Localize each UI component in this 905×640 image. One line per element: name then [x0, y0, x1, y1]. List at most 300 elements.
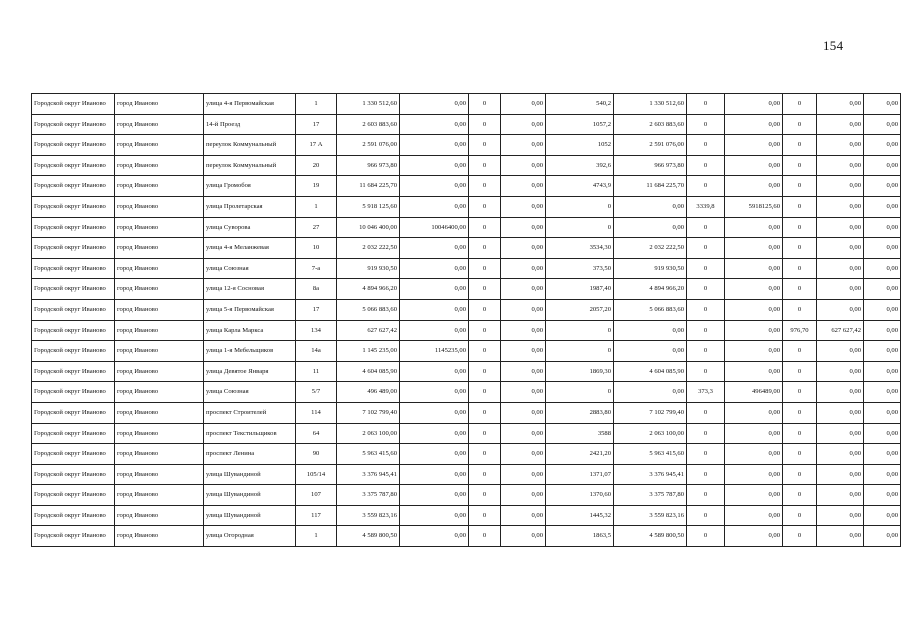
total-cost-cell: 3 375 787,80	[337, 485, 400, 506]
repair-cost-cell: 4 604 085,90	[614, 361, 687, 382]
repair-cost-cell: 5 963 415,60	[614, 444, 687, 465]
city-cell: город Иваново	[115, 299, 204, 320]
district-cell: Городской округ Иваново	[32, 402, 115, 423]
house-number-cell: 117	[296, 505, 337, 526]
basement-cost-cell: 0,00	[725, 526, 783, 547]
roof-repair-cost-cell: 10046400,00	[400, 217, 469, 238]
basement-area-cell: 0	[687, 423, 725, 444]
street-cell: улица Пролетарская	[204, 196, 296, 217]
repair-cost-cell: 1 330 512,60	[614, 94, 687, 115]
area-cell: 392,6	[546, 155, 614, 176]
foundation-area-cell: 0	[783, 94, 817, 115]
facade-cost-cell: 0,00	[501, 402, 546, 423]
total-cost-cell: 1 145 235,00	[337, 341, 400, 362]
foundation-area-cell: 0	[783, 238, 817, 259]
repair-cost-cell: 0,00	[614, 196, 687, 217]
district-cell: Городской округ Иваново	[32, 382, 115, 403]
roof-repair-cost-cell: 0,00	[400, 505, 469, 526]
basement-cost-cell: 0,00	[725, 279, 783, 300]
other-cost-cell: 0,00	[864, 135, 901, 156]
street-cell: улица Огородная	[204, 526, 296, 547]
area-cell: 4743,9	[546, 176, 614, 197]
house-number-cell: 20	[296, 155, 337, 176]
house-number-cell: 64	[296, 423, 337, 444]
district-cell: Городской округ Иваново	[32, 258, 115, 279]
district-cell: Городской округ Иваново	[32, 505, 115, 526]
roof-repair-cost-cell: 0,00	[400, 299, 469, 320]
total-cost-cell: 627 627,42	[337, 320, 400, 341]
basement-cost-cell: 0,00	[725, 299, 783, 320]
facade-cost-cell: 0,00	[501, 505, 546, 526]
foundation-area-cell: 0	[783, 361, 817, 382]
roof-repair-cost-cell: 0,00	[400, 238, 469, 259]
house-number-cell: 134	[296, 320, 337, 341]
facade-area-cell: 0	[469, 382, 501, 403]
basement-area-cell: 0	[687, 444, 725, 465]
foundation-area-cell: 0	[783, 382, 817, 403]
district-cell: Городской округ Иваново	[32, 238, 115, 259]
facade-area-cell: 0	[469, 423, 501, 444]
basement-cost-cell: 0,00	[725, 361, 783, 382]
facade-cost-cell: 0,00	[501, 361, 546, 382]
roof-repair-cost-cell: 0,00	[400, 155, 469, 176]
foundation-cost-cell: 0,00	[817, 444, 864, 465]
basement-cost-cell: 0,00	[725, 258, 783, 279]
foundation-cost-cell: 0,00	[817, 423, 864, 444]
basement-area-cell: 0	[687, 320, 725, 341]
total-cost-cell: 5 963 415,60	[337, 444, 400, 465]
roof-repair-cost-cell: 0,00	[400, 485, 469, 506]
table-row	[32, 341, 901, 362]
table-body	[32, 94, 901, 547]
facade-area-cell: 0	[469, 505, 501, 526]
area-cell: 0	[546, 196, 614, 217]
other-cost-cell: 0,00	[864, 341, 901, 362]
street-cell: улица Союзная	[204, 258, 296, 279]
table-row	[32, 485, 901, 506]
street-cell: улица 4-я Меланжевая	[204, 238, 296, 259]
area-cell: 540,2	[546, 94, 614, 115]
roof-repair-cost-cell: 0,00	[400, 320, 469, 341]
table-row	[32, 217, 901, 238]
facade-area-cell: 0	[469, 155, 501, 176]
district-cell: Городской округ Иваново	[32, 444, 115, 465]
foundation-cost-cell: 0,00	[817, 258, 864, 279]
facade-area-cell: 0	[469, 402, 501, 423]
house-number-cell: 17	[296, 114, 337, 135]
area-cell: 0	[546, 217, 614, 238]
table-row	[32, 402, 901, 423]
district-cell: Городской округ Иваново	[32, 485, 115, 506]
other-cost-cell: 0,00	[864, 423, 901, 444]
street-cell: 14-й Проезд	[204, 114, 296, 135]
repair-cost-cell: 4 589 800,50	[614, 526, 687, 547]
house-number-cell: 8а	[296, 279, 337, 300]
roof-repair-cost-cell: 0,00	[400, 361, 469, 382]
foundation-area-cell: 0	[783, 279, 817, 300]
total-cost-cell: 2 032 222,50	[337, 238, 400, 259]
total-cost-cell: 496 489,00	[337, 382, 400, 403]
facade-area-cell: 0	[469, 114, 501, 135]
area-cell: 0	[546, 320, 614, 341]
house-number-cell: 14а	[296, 341, 337, 362]
repair-cost-cell: 2 063 100,00	[614, 423, 687, 444]
foundation-area-cell: 0	[783, 217, 817, 238]
basement-area-cell: 0	[687, 402, 725, 423]
table-row	[32, 361, 901, 382]
facade-cost-cell: 0,00	[501, 464, 546, 485]
house-number-cell: 107	[296, 485, 337, 506]
foundation-cost-cell: 0,00	[817, 464, 864, 485]
repair-cost-cell: 3 375 787,80	[614, 485, 687, 506]
facade-area-cell: 0	[469, 444, 501, 465]
roof-repair-cost-cell: 0,00	[400, 176, 469, 197]
foundation-cost-cell: 627 627,42	[817, 320, 864, 341]
district-cell: Городской округ Иваново	[32, 423, 115, 444]
table-row	[32, 299, 901, 320]
city-cell: город Иваново	[115, 258, 204, 279]
repair-cost-cell: 5 066 883,60	[614, 299, 687, 320]
foundation-cost-cell: 0,00	[817, 155, 864, 176]
basement-cost-cell: 0,00	[725, 341, 783, 362]
repair-cost-cell: 2 032 222,50	[614, 238, 687, 259]
foundation-cost-cell: 0,00	[817, 217, 864, 238]
table-row	[32, 176, 901, 197]
city-cell: город Иваново	[115, 196, 204, 217]
district-cell: Городской округ Иваново	[32, 299, 115, 320]
street-cell: улица Карла Маркса	[204, 320, 296, 341]
foundation-cost-cell: 0,00	[817, 238, 864, 259]
foundation-cost-cell: 0,00	[817, 485, 864, 506]
repair-cost-cell: 0,00	[614, 382, 687, 403]
foundation-area-cell: 0	[783, 526, 817, 547]
area-cell: 1445,32	[546, 505, 614, 526]
district-cell: Городской округ Иваново	[32, 279, 115, 300]
facade-cost-cell: 0,00	[501, 299, 546, 320]
facade-cost-cell: 0,00	[501, 258, 546, 279]
basement-area-cell: 0	[687, 361, 725, 382]
city-cell: город Иваново	[115, 135, 204, 156]
basement-cost-cell: 0,00	[725, 217, 783, 238]
house-number-cell: 114	[296, 402, 337, 423]
foundation-area-cell: 0	[783, 485, 817, 506]
city-cell: город Иваново	[115, 485, 204, 506]
address-program-table	[31, 93, 901, 547]
foundation-area-cell: 976,70	[783, 320, 817, 341]
table-row	[32, 505, 901, 526]
repair-cost-cell: 0,00	[614, 341, 687, 362]
basement-cost-cell: 0,00	[725, 402, 783, 423]
area-cell: 1370,60	[546, 485, 614, 506]
street-cell: улица 1-я Мебельщиков	[204, 341, 296, 362]
foundation-area-cell: 0	[783, 196, 817, 217]
facade-area-cell: 0	[469, 196, 501, 217]
roof-repair-cost-cell: 0,00	[400, 444, 469, 465]
area-cell: 1371,07	[546, 464, 614, 485]
basement-cost-cell: 0,00	[725, 155, 783, 176]
area-cell: 0	[546, 341, 614, 362]
foundation-area-cell: 0	[783, 176, 817, 197]
area-cell: 2883,80	[546, 402, 614, 423]
house-number-cell: 5/7	[296, 382, 337, 403]
city-cell: город Иваново	[115, 382, 204, 403]
repair-cost-cell: 0,00	[614, 217, 687, 238]
house-number-cell: 1	[296, 94, 337, 115]
district-cell: Городской округ Иваново	[32, 464, 115, 485]
facade-cost-cell: 0,00	[501, 176, 546, 197]
other-cost-cell: 0,00	[864, 444, 901, 465]
street-cell: улица 12-я Сосновая	[204, 279, 296, 300]
facade-cost-cell: 0,00	[501, 526, 546, 547]
table-row	[32, 320, 901, 341]
basement-cost-cell: 5918125,60	[725, 196, 783, 217]
street-cell: улица 4-я Первомайская	[204, 94, 296, 115]
total-cost-cell: 4 604 085,90	[337, 361, 400, 382]
foundation-cost-cell: 0,00	[817, 382, 864, 403]
table-row	[32, 135, 901, 156]
basement-cost-cell: 0,00	[725, 176, 783, 197]
facade-area-cell: 0	[469, 258, 501, 279]
foundation-area-cell: 0	[783, 341, 817, 362]
street-cell: улица Девятое Января	[204, 361, 296, 382]
street-cell: улица Громобоя	[204, 176, 296, 197]
basement-area-cell: 0	[687, 299, 725, 320]
facade-area-cell: 0	[469, 526, 501, 547]
facade-area-cell: 0	[469, 320, 501, 341]
street-cell: проспект Ленина	[204, 444, 296, 465]
foundation-area-cell: 0	[783, 464, 817, 485]
table-row	[32, 258, 901, 279]
area-cell: 2421,20	[546, 444, 614, 465]
total-cost-cell: 919 930,50	[337, 258, 400, 279]
foundation-area-cell: 0	[783, 505, 817, 526]
city-cell: город Иваново	[115, 341, 204, 362]
district-cell: Городской округ Иваново	[32, 361, 115, 382]
city-cell: город Иваново	[115, 176, 204, 197]
repair-cost-cell: 4 894 966,20	[614, 279, 687, 300]
table-row	[32, 155, 901, 176]
basement-area-cell: 0	[687, 485, 725, 506]
basement-cost-cell: 0,00	[725, 114, 783, 135]
city-cell: город Иваново	[115, 505, 204, 526]
foundation-area-cell: 0	[783, 258, 817, 279]
basement-area-cell: 0	[687, 258, 725, 279]
house-number-cell: 17	[296, 299, 337, 320]
foundation-area-cell: 0	[783, 444, 817, 465]
basement-cost-cell: 0,00	[725, 94, 783, 115]
foundation-cost-cell: 0,00	[817, 526, 864, 547]
area-cell: 2057,20	[546, 299, 614, 320]
city-cell: город Иваново	[115, 526, 204, 547]
district-cell: Городской округ Иваново	[32, 135, 115, 156]
city-cell: город Иваново	[115, 444, 204, 465]
basement-cost-cell: 0,00	[725, 505, 783, 526]
facade-cost-cell: 0,00	[501, 196, 546, 217]
area-cell: 1052	[546, 135, 614, 156]
basement-area-cell: 0	[687, 94, 725, 115]
other-cost-cell: 0,00	[864, 155, 901, 176]
foundation-area-cell: 0	[783, 135, 817, 156]
city-cell: город Иваново	[115, 402, 204, 423]
table-row	[32, 114, 901, 135]
other-cost-cell: 0,00	[864, 320, 901, 341]
foundation-cost-cell: 0,00	[817, 279, 864, 300]
basement-cost-cell: 0,00	[725, 135, 783, 156]
facade-area-cell: 0	[469, 217, 501, 238]
roof-repair-cost-cell: 0,00	[400, 464, 469, 485]
district-cell: Городской округ Иваново	[32, 114, 115, 135]
total-cost-cell: 966 973,80	[337, 155, 400, 176]
district-cell: Городской округ Иваново	[32, 217, 115, 238]
city-cell: город Иваново	[115, 423, 204, 444]
foundation-cost-cell: 0,00	[817, 361, 864, 382]
facade-area-cell: 0	[469, 485, 501, 506]
facade-area-cell: 0	[469, 94, 501, 115]
foundation-cost-cell: 0,00	[817, 196, 864, 217]
street-cell: улица Шувандиной	[204, 464, 296, 485]
table-row	[32, 196, 901, 217]
other-cost-cell: 0,00	[864, 382, 901, 403]
repair-cost-cell: 0,00	[614, 320, 687, 341]
city-cell: город Иваново	[115, 279, 204, 300]
street-cell: переулок Коммунальный	[204, 135, 296, 156]
total-cost-cell: 3 559 823,16	[337, 505, 400, 526]
basement-cost-cell: 0,00	[725, 320, 783, 341]
basement-cost-cell: 0,00	[725, 464, 783, 485]
area-cell: 3534,30	[546, 238, 614, 259]
street-cell: проспект Строителей	[204, 402, 296, 423]
house-number-cell: 1	[296, 526, 337, 547]
other-cost-cell: 0,00	[864, 217, 901, 238]
city-cell: город Иваново	[115, 217, 204, 238]
street-cell: переулок Коммунальный	[204, 155, 296, 176]
facade-area-cell: 0	[469, 176, 501, 197]
area-cell: 0	[546, 382, 614, 403]
roof-repair-cost-cell: 0,00	[400, 135, 469, 156]
other-cost-cell: 0,00	[864, 402, 901, 423]
roof-repair-cost-cell: 0,00	[400, 114, 469, 135]
foundation-area-cell: 0	[783, 423, 817, 444]
foundation-area-cell: 0	[783, 299, 817, 320]
foundation-cost-cell: 0,00	[817, 176, 864, 197]
city-cell: город Иваново	[115, 94, 204, 115]
street-cell: проспект Текстильщиков	[204, 423, 296, 444]
foundation-cost-cell: 0,00	[817, 341, 864, 362]
house-number-cell: 19	[296, 176, 337, 197]
area-cell: 1869,30	[546, 361, 614, 382]
foundation-cost-cell: 0,00	[817, 94, 864, 115]
total-cost-cell: 5 918 125,60	[337, 196, 400, 217]
basement-cost-cell: 0,00	[725, 423, 783, 444]
repair-cost-cell: 2 603 883,60	[614, 114, 687, 135]
district-cell: Городской округ Иваново	[32, 196, 115, 217]
foundation-area-cell: 0	[783, 402, 817, 423]
repair-cost-cell: 919 930,50	[614, 258, 687, 279]
repair-cost-cell: 3 376 945,41	[614, 464, 687, 485]
facade-cost-cell: 0,00	[501, 155, 546, 176]
basement-area-cell: 0	[687, 238, 725, 259]
house-number-cell: 27	[296, 217, 337, 238]
district-cell: Городской округ Иваново	[32, 155, 115, 176]
roof-repair-cost-cell: 0,00	[400, 94, 469, 115]
basement-area-cell: 0	[687, 176, 725, 197]
basement-cost-cell: 0,00	[725, 485, 783, 506]
foundation-area-cell: 0	[783, 155, 817, 176]
foundation-cost-cell: 0,00	[817, 299, 864, 320]
basement-cost-cell: 0,00	[725, 238, 783, 259]
total-cost-cell: 3 376 945,41	[337, 464, 400, 485]
area-cell: 1987,40	[546, 279, 614, 300]
repair-cost-cell: 2 591 076,00	[614, 135, 687, 156]
facade-area-cell: 0	[469, 341, 501, 362]
roof-repair-cost-cell: 0,00	[400, 526, 469, 547]
facade-cost-cell: 0,00	[501, 94, 546, 115]
facade-cost-cell: 0,00	[501, 114, 546, 135]
basement-area-cell: 0	[687, 155, 725, 176]
roof-repair-cost-cell: 0,00	[400, 258, 469, 279]
facade-cost-cell: 0,00	[501, 382, 546, 403]
table-row	[32, 423, 901, 444]
other-cost-cell: 0,00	[864, 238, 901, 259]
roof-repair-cost-cell: 0,00	[400, 382, 469, 403]
other-cost-cell: 0,00	[864, 485, 901, 506]
house-number-cell: 11	[296, 361, 337, 382]
other-cost-cell: 0,00	[864, 361, 901, 382]
total-cost-cell: 7 102 799,40	[337, 402, 400, 423]
roof-repair-cost-cell: 0,00	[400, 402, 469, 423]
table-row	[32, 238, 901, 259]
total-cost-cell: 4 589 800,50	[337, 526, 400, 547]
foundation-cost-cell: 0,00	[817, 505, 864, 526]
district-cell: Городской округ Иваново	[32, 94, 115, 115]
basement-area-cell: 373,3	[687, 382, 725, 403]
total-cost-cell: 11 684 225,70	[337, 176, 400, 197]
facade-cost-cell: 0,00	[501, 485, 546, 506]
total-cost-cell: 5 066 883,60	[337, 299, 400, 320]
repair-cost-cell: 3 559 823,16	[614, 505, 687, 526]
facade-area-cell: 0	[469, 279, 501, 300]
facade-cost-cell: 0,00	[501, 423, 546, 444]
house-number-cell: 17 А	[296, 135, 337, 156]
total-cost-cell: 10 046 400,00	[337, 217, 400, 238]
city-cell: город Иваново	[115, 114, 204, 135]
house-number-cell: 1	[296, 196, 337, 217]
other-cost-cell: 0,00	[864, 114, 901, 135]
total-cost-cell: 1 330 512,60	[337, 94, 400, 115]
house-number-cell: 105/14	[296, 464, 337, 485]
total-cost-cell: 2 603 883,60	[337, 114, 400, 135]
district-cell: Городской округ Иваново	[32, 320, 115, 341]
basement-cost-cell: 0,00	[725, 444, 783, 465]
table-row	[32, 444, 901, 465]
facade-area-cell: 0	[469, 135, 501, 156]
facade-cost-cell: 0,00	[501, 279, 546, 300]
district-cell: Городской округ Иваново	[32, 341, 115, 362]
street-cell: улица Шувандиной	[204, 485, 296, 506]
basement-area-cell: 0	[687, 114, 725, 135]
street-cell: улица Суворова	[204, 217, 296, 238]
roof-repair-cost-cell: 0,00	[400, 196, 469, 217]
repair-cost-cell: 11 684 225,70	[614, 176, 687, 197]
other-cost-cell: 0,00	[864, 94, 901, 115]
city-cell: город Иваново	[115, 238, 204, 259]
facade-cost-cell: 0,00	[501, 135, 546, 156]
house-number-cell: 90	[296, 444, 337, 465]
street-cell: улица 5-я Первомайская	[204, 299, 296, 320]
foundation-cost-cell: 0,00	[817, 135, 864, 156]
basement-area-cell: 0	[687, 464, 725, 485]
foundation-cost-cell: 0,00	[817, 114, 864, 135]
